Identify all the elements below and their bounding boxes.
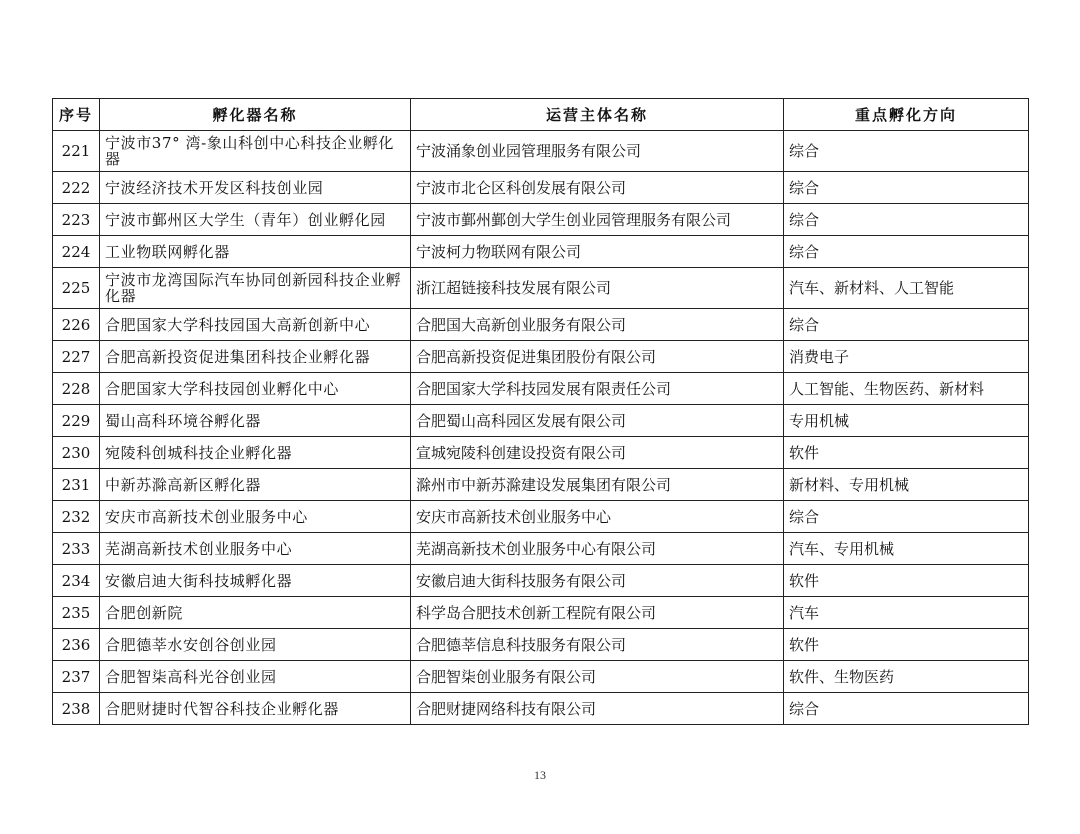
table-row [53, 533, 1029, 565]
row-operator-name: 科学岛合肥技术创新工程院有限公司 [411, 597, 784, 629]
row-serial-number: 236 [53, 629, 100, 661]
row-incubator-name: 合肥财捷时代智谷科技企业孵化器 [100, 693, 411, 725]
row-incubator-name: 工业物联网孵化器 [100, 236, 411, 268]
row-serial-number: 233 [53, 533, 100, 565]
table-row [53, 501, 1029, 533]
header-serial-number: 序号 [53, 99, 100, 131]
row-direction: 汽车、专用机械 [784, 533, 1029, 565]
row-incubator-name: 合肥国家大学科技园国大高新创新中心 [100, 309, 411, 341]
row-incubator-name: 宁波经济技术开发区科技创业园 [100, 172, 411, 204]
incubator-table-container [52, 98, 1028, 725]
row-operator-name: 合肥高新投资促进集团股份有限公司 [411, 341, 784, 373]
row-operator-name: 宁波市北仑区科创发展有限公司 [411, 172, 784, 204]
row-incubator-name: 宛陵科创城科技企业孵化器 [100, 437, 411, 469]
table-row [53, 172, 1029, 204]
row-direction: 软件 [784, 437, 1029, 469]
row-serial-number: 223 [53, 204, 100, 236]
row-direction: 软件、生物医药 [784, 661, 1029, 693]
table-row [53, 597, 1029, 629]
row-operator-name: 滁州市中新苏滁建设发展集团有限公司 [411, 469, 784, 501]
row-serial-number: 238 [53, 693, 100, 725]
row-direction: 软件 [784, 565, 1029, 597]
row-operator-name: 安徽启迪大街科技服务有限公司 [411, 565, 784, 597]
row-operator-name: 芜湖高新技术创业服务中心有限公司 [411, 533, 784, 565]
row-serial-number: 221 [53, 131, 100, 172]
table-row [53, 629, 1029, 661]
row-serial-number: 231 [53, 469, 100, 501]
table-row [53, 437, 1029, 469]
row-direction: 综合 [784, 236, 1029, 268]
row-serial-number: 222 [53, 172, 100, 204]
row-operator-name: 安庆市高新技术创业服务中心 [411, 501, 784, 533]
row-operator-name: 合肥财捷网络科技有限公司 [411, 693, 784, 725]
table-row [53, 405, 1029, 437]
row-direction: 综合 [784, 131, 1029, 172]
row-direction: 综合 [784, 693, 1029, 725]
row-direction: 软件 [784, 629, 1029, 661]
row-direction: 汽车、新材料、人工智能 [784, 268, 1029, 309]
row-serial-number: 227 [53, 341, 100, 373]
row-serial-number: 228 [53, 373, 100, 405]
page-number: 13 [534, 768, 546, 782]
row-incubator-name: 宁波市37° 湾-象山科创中心科技企业孵化器 [100, 131, 411, 172]
row-operator-name: 宣城宛陵科创建设投资有限公司 [411, 437, 784, 469]
row-direction: 综合 [784, 172, 1029, 204]
table-row [53, 565, 1029, 597]
table-row [53, 204, 1029, 236]
table-row [53, 236, 1029, 268]
row-incubator-name: 宁波市龙湾国际汽车协同创新园科技企业孵化器 [100, 268, 411, 309]
row-incubator-name: 蜀山高科环境谷孵化器 [100, 405, 411, 437]
row-serial-number: 235 [53, 597, 100, 629]
row-direction: 汽车 [784, 597, 1029, 629]
row-incubator-name: 安庆市高新技术创业服务中心 [100, 501, 411, 533]
row-incubator-name: 合肥德莘水安创谷创业园 [100, 629, 411, 661]
header-incubation-direction: 重点孵化方向 [784, 99, 1029, 131]
row-operator-name: 宁波市鄞州鄞创大学生创业园管理服务有限公司 [411, 204, 784, 236]
table-row [53, 309, 1029, 341]
row-serial-number: 229 [53, 405, 100, 437]
row-incubator-name: 合肥高新投资促进集团科技企业孵化器 [100, 341, 411, 373]
header-operator-name: 运营主体名称 [411, 99, 784, 131]
row-operator-name: 合肥国家大学科技园发展有限责任公司 [411, 373, 784, 405]
row-operator-name: 合肥国大高新创业服务有限公司 [411, 309, 784, 341]
table-row [53, 469, 1029, 501]
table-row [53, 693, 1029, 725]
row-direction: 消费电子 [784, 341, 1029, 373]
row-incubator-name: 合肥智柒高科光谷创业园 [100, 661, 411, 693]
row-incubator-name: 合肥国家大学科技园创业孵化中心 [100, 373, 411, 405]
table-row [53, 131, 1029, 172]
row-serial-number: 234 [53, 565, 100, 597]
row-direction: 专用机械 [784, 405, 1029, 437]
row-direction: 新材料、专用机械 [784, 469, 1029, 501]
table-row [53, 268, 1029, 309]
row-serial-number: 230 [53, 437, 100, 469]
table-row [53, 373, 1029, 405]
row-serial-number: 226 [53, 309, 100, 341]
row-incubator-name: 宁波市鄞州区大学生（青年）创业孵化园 [100, 204, 411, 236]
row-operator-name: 合肥德莘信息科技服务有限公司 [411, 629, 784, 661]
table-row [53, 341, 1029, 373]
row-direction: 人工智能、生物医药、新材料 [784, 373, 1029, 405]
row-serial-number: 224 [53, 236, 100, 268]
row-operator-name: 宁波涌象创业园管理服务有限公司 [411, 131, 784, 172]
row-serial-number: 237 [53, 661, 100, 693]
row-serial-number: 225 [53, 268, 100, 309]
row-operator-name: 合肥智柒创业服务有限公司 [411, 661, 784, 693]
row-serial-number: 232 [53, 501, 100, 533]
row-incubator-name: 中新苏滁高新区孵化器 [100, 469, 411, 501]
row-incubator-name: 合肥创新院 [100, 597, 411, 629]
header-incubator-name: 孵化器名称 [100, 99, 411, 131]
row-incubator-name: 芜湖高新技术创业服务中心 [100, 533, 411, 565]
table-row [53, 661, 1029, 693]
row-direction: 综合 [784, 501, 1029, 533]
incubator-table [52, 98, 1029, 725]
row-direction: 综合 [784, 204, 1029, 236]
row-operator-name: 合肥蜀山高科园区发展有限公司 [411, 405, 784, 437]
table-header-row [53, 99, 1029, 131]
row-direction: 综合 [784, 309, 1029, 341]
row-operator-name: 浙江超链接科技发展有限公司 [411, 268, 784, 309]
row-operator-name: 宁波柯力物联网有限公司 [411, 236, 784, 268]
row-incubator-name: 安徽启迪大街科技城孵化器 [100, 565, 411, 597]
